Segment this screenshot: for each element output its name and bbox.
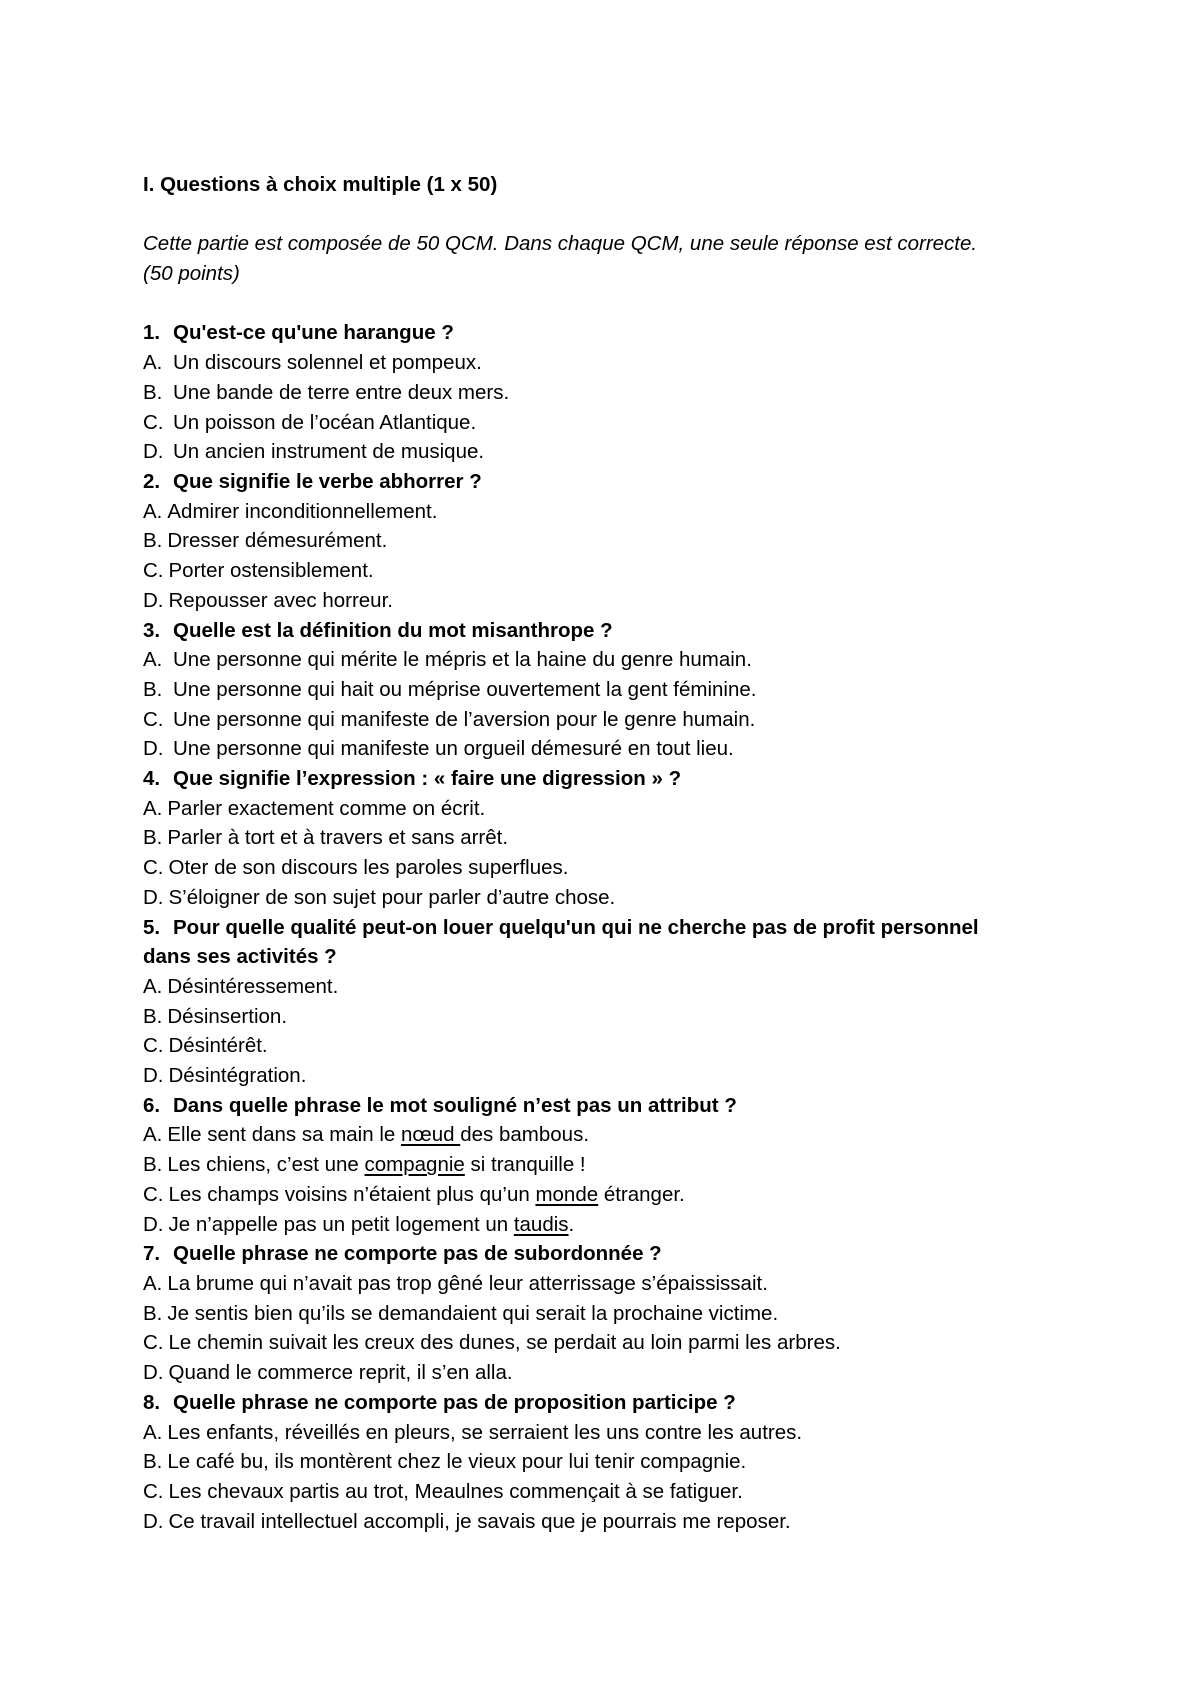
option-d: [143, 437, 1043, 467]
option-text: Un discours solennel et pompeux.: [173, 351, 482, 375]
section-intro: [143, 229, 1043, 288]
option-letter: A.: [143, 648, 163, 672]
option-c: [143, 705, 1043, 735]
question-number: 3.: [143, 618, 161, 642]
option-text: Admirer inconditionnellement.: [167, 499, 438, 523]
option-letter: B.: [143, 1301, 163, 1325]
option-c: [143, 1477, 1043, 1507]
question-block: [143, 1091, 1043, 1240]
option-a: [143, 497, 1043, 527]
question-text: Quelle phrase ne comporte pas de subordonnée ?: [173, 1242, 662, 1266]
option-letter: C.: [143, 707, 164, 731]
option-letter: C.: [143, 410, 164, 434]
option-text: Désinsertion.: [167, 1004, 288, 1028]
option-letter: C.: [143, 1331, 164, 1355]
question-number: 5.: [143, 915, 161, 939]
option-b: [143, 675, 1043, 705]
option-a: [143, 794, 1043, 824]
option-b: [143, 1299, 1043, 1329]
option-letter: B.: [143, 677, 163, 701]
option-d: [143, 1358, 1043, 1388]
option-text: Désintégration.: [168, 1064, 307, 1088]
option-text: Le chemin suivait les creux des dunes, se perdait au loin parmi les arbres.: [168, 1331, 841, 1355]
question-title: [143, 616, 1043, 646]
question-text: Qu'est-ce qu'une harangue ?: [173, 321, 454, 345]
option-letter: A.: [143, 1123, 163, 1147]
option-letter: D.: [143, 885, 164, 909]
section-title: I. Questions à choix multiple (1 x 50): [143, 173, 498, 196]
option-c: [143, 556, 1043, 586]
option-b: [143, 1002, 1043, 1032]
option-text-before: Les champs voisins n’étaient plus qu’un: [168, 1182, 536, 1206]
option-a: [143, 1269, 1043, 1299]
option-text: Une personne qui mérite le mépris et la haine du genre humain.: [173, 648, 752, 672]
option-b: [143, 378, 1043, 408]
option-letter: C.: [143, 559, 164, 583]
option-text-before: Les chiens, c’est une: [167, 1153, 365, 1177]
option-text: Un ancien instrument de musique.: [173, 440, 485, 464]
question-title: [143, 764, 1043, 794]
option-text: Quand le commerce reprit, il s’en alla.: [168, 1361, 513, 1385]
option-text: Une personne qui manifeste de l’aversion pour le genre humain.: [173, 707, 756, 731]
question-number: 8.: [143, 1390, 161, 1414]
question-title: [143, 1239, 1043, 1269]
option-letter: B.: [143, 1450, 163, 1474]
question-number: 4.: [143, 767, 161, 791]
option-text: Porter ostensiblement.: [168, 559, 374, 583]
option-letter: D.: [143, 1212, 164, 1236]
question-number: 2.: [143, 470, 161, 493]
question-block: [143, 616, 1043, 765]
option-letter: D.: [143, 588, 164, 612]
option-letter: B.: [143, 1004, 163, 1028]
option-c: [143, 1031, 1043, 1061]
option-b: [143, 526, 1043, 556]
question-block: [143, 1388, 1043, 1537]
option-text: Désintérêt.: [168, 1034, 268, 1058]
option-a: [143, 645, 1043, 675]
option-letter: B.: [143, 380, 163, 404]
option-text-after: étranger.: [598, 1182, 685, 1206]
option-text: Un poisson de l’océan Atlantique.: [173, 410, 477, 434]
question-number: 1.: [143, 321, 161, 345]
question-block: [143, 467, 1043, 616]
question-block: [143, 764, 1043, 913]
option-text-after: si tranquille !: [464, 1153, 586, 1177]
option-text: La brume qui n’avait pas trop gêné leur atterrissage s’épaississait.: [167, 1271, 768, 1295]
option-letter: A.: [143, 974, 163, 998]
option-a: [143, 972, 1043, 1002]
option-c: [143, 1328, 1043, 1358]
option-text: Ce travail intellectuel accompli, je savais que je pourrais me reposer.: [168, 1509, 791, 1533]
question-number: 6.: [143, 1093, 161, 1117]
intro-line-1: Cette partie est composée de 50 QCM. Dans chaque QCM, une seule réponse est correcte.: [143, 232, 978, 256]
option-a: [143, 1120, 1043, 1150]
option-d: [143, 1507, 1043, 1537]
question-block: [143, 913, 1043, 1091]
option-b: [143, 1150, 1043, 1180]
option-letter: D.: [143, 737, 164, 761]
question-title: [143, 913, 1043, 943]
question-text: Dans quelle phrase le mot souligné n’est pas un attribut ?: [173, 1093, 737, 1117]
underlined-word: compagnie: [364, 1153, 465, 1177]
option-letter: A.: [143, 796, 163, 820]
option-text-after: .: [568, 1212, 575, 1236]
question-text-continued: dans ses activités ?: [143, 945, 337, 969]
option-letter: A.: [143, 351, 163, 375]
question-title: [143, 1388, 1043, 1418]
option-text: Dresser démesurément.: [167, 529, 388, 553]
option-letter: C.: [143, 1479, 164, 1503]
option-c: [143, 1180, 1043, 1210]
option-d: [143, 1210, 1043, 1240]
question-text: Pour quelle qualité peut-on louer quelqu'un qui ne cherche pas de profit personnel: [173, 915, 979, 939]
option-letter: C.: [143, 1182, 164, 1206]
underlined-word: nœud: [400, 1123, 461, 1147]
option-text: Les chevaux partis au trot, Meaulnes commençait à se fatiguer.: [168, 1479, 743, 1503]
option-letter: C.: [143, 1034, 164, 1058]
option-text: Oter de son discours les paroles superflues.: [168, 856, 569, 880]
option-a: [143, 348, 1043, 378]
option-letter: A.: [143, 499, 163, 523]
option-letter: D.: [143, 1509, 164, 1533]
option-text: Repousser avec horreur.: [168, 588, 393, 612]
option-letter: B.: [143, 826, 163, 850]
option-c: [143, 853, 1043, 883]
document-page: [143, 170, 1043, 1536]
question-title: [143, 318, 1043, 348]
question-block: [143, 318, 1043, 467]
option-letter: A.: [143, 1420, 163, 1444]
option-d: [143, 734, 1043, 764]
option-text: Désintéressement.: [167, 974, 339, 998]
option-text: Une personne qui manifeste un orgueil démesuré en tout lieu.: [173, 737, 734, 761]
option-text-before: Elle sent dans sa main le: [167, 1123, 401, 1147]
option-letter: C.: [143, 856, 164, 880]
option-text-before: Je n’appelle pas un petit logement un: [168, 1212, 514, 1236]
option-text: Parler à tort et à travers et sans arrêt.: [167, 826, 509, 850]
intro-line-2: (50 points): [143, 262, 240, 286]
question-number: 7.: [143, 1242, 161, 1266]
option-d: [143, 586, 1043, 616]
option-text: Parler exactement comme on écrit.: [167, 796, 486, 820]
underlined-word: monde: [535, 1182, 599, 1206]
option-d: [143, 883, 1043, 913]
option-letter: D.: [143, 1361, 164, 1385]
option-letter: B.: [143, 529, 163, 553]
option-text: Je sentis bien qu’ils se demandaient qui serait la prochaine victime.: [167, 1301, 779, 1325]
option-letter: A.: [143, 1271, 163, 1295]
option-d: [143, 1061, 1043, 1091]
question-title: [143, 1091, 1043, 1121]
question-text: Que signifie l’expression : « faire une digression » ?: [173, 767, 682, 791]
question-text: Quelle phrase ne comporte pas de proposition participe ?: [173, 1390, 736, 1414]
option-letter: D.: [143, 440, 164, 464]
option-text: S’éloigner de son sujet pour parler d’autre chose.: [168, 885, 616, 909]
option-text: Une personne qui hait ou méprise ouvertement la gent féminine.: [173, 677, 757, 701]
option-text-after: des bambous.: [460, 1123, 590, 1147]
question-text: Que signifie le verbe abhorrer ?: [173, 470, 482, 493]
option-b: [143, 1447, 1043, 1477]
option-letter: D.: [143, 1064, 164, 1088]
underlined-word: taudis: [513, 1212, 569, 1236]
option-text: Les enfants, réveillés en pleurs, se serraient les uns contre les autres.: [167, 1420, 803, 1444]
option-b: [143, 823, 1043, 853]
option-c: [143, 408, 1043, 438]
option-a: [143, 1418, 1043, 1448]
option-letter: B.: [143, 1153, 163, 1177]
question-block: [143, 1239, 1043, 1388]
option-text: Le café bu, ils montèrent chez le vieux pour lui tenir compagnie.: [167, 1450, 747, 1474]
option-text: Une bande de terre entre deux mers.: [173, 380, 510, 404]
question-text: Quelle est la définition du mot misanthrope ?: [173, 618, 613, 642]
question-title: [143, 467, 1043, 497]
